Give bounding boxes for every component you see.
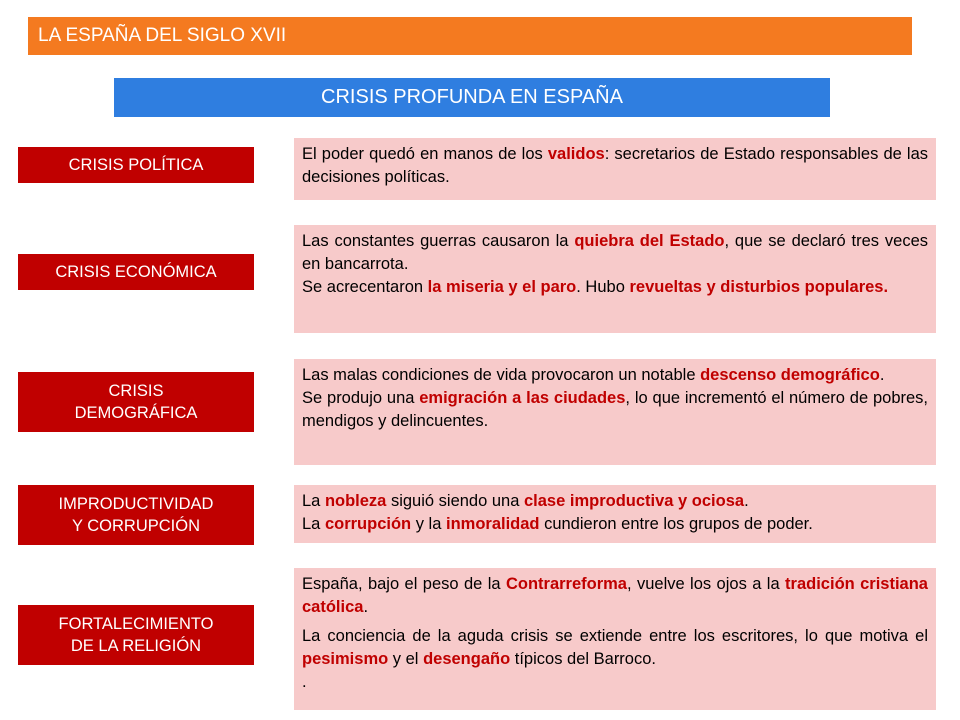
- label-text: CRISIS: [108, 382, 164, 400]
- desc-paragraph: [302, 625, 928, 671]
- text-segment: .: [879, 366, 885, 384]
- highlight-segment: la miseria y el paro: [427, 278, 577, 296]
- highlight-segment: quiebra del Estado: [574, 232, 725, 250]
- text-segment: y el: [388, 650, 424, 668]
- desc-paragraph: [302, 671, 928, 694]
- label-crisis-demografica: [18, 372, 254, 432]
- text-segment: , que se declaró tres veces en bancarrota.: [302, 232, 928, 273]
- text-segment: , lo que incrementó el número de pobres, mendigos y delincuentes.: [302, 389, 928, 430]
- text-segment: : secretarios de Estado responsables de las decisiones políticas.: [302, 145, 928, 186]
- highlight-segment: validos: [547, 145, 605, 163]
- label-crisis-economica: [18, 254, 254, 290]
- label-text: CRISIS ECONÓMICA: [55, 263, 217, 281]
- desc-crisis-demografica: [294, 359, 936, 465]
- desc-paragraph: [302, 573, 928, 619]
- label-text: DEMOGRÁFICA: [74, 404, 198, 422]
- text-segment: .: [302, 673, 307, 691]
- text-segment: Se acrecentaron: [302, 278, 428, 296]
- desc-paragraph: [302, 143, 928, 189]
- text-segment: La: [302, 515, 325, 533]
- highlight-segment: tradición cristiana católica: [302, 575, 928, 616]
- desc-paragraph: [302, 364, 928, 387]
- text-segment: Las constantes guerras causaron la: [302, 232, 575, 250]
- desc-fortalecimiento: [294, 568, 936, 710]
- text-segment: y la: [411, 515, 446, 533]
- label-improductividad: [18, 485, 254, 545]
- text-segment: . Hubo: [576, 278, 630, 296]
- highlight-segment: nobleza: [324, 492, 387, 510]
- text-segment: .: [744, 492, 749, 510]
- text-segment: La: [302, 492, 325, 510]
- label-crisis-politica: [18, 147, 254, 183]
- text-segment: España, bajo el peso de la: [302, 575, 506, 593]
- text-segment: Las malas condiciones de vida provocaron un notable: [302, 366, 701, 384]
- label-text: DE LA RELIGIÓN: [70, 637, 202, 655]
- section-title: CRISIS PROFUNDA EN ESPAÑA: [114, 78, 830, 117]
- text-segment: .: [363, 598, 369, 616]
- highlight-segment: corrupción: [324, 515, 412, 533]
- label-text: IMPRODUCTIVIDAD: [58, 495, 214, 513]
- label-fortalecimiento: [18, 605, 254, 665]
- desc-paragraph: [302, 276, 928, 299]
- label-text: Y CORRUPCIÓN: [71, 517, 201, 535]
- text-segment: , vuelve los ojos a la: [626, 575, 786, 593]
- highlight-segment: pesimismo: [302, 650, 389, 668]
- highlight-segment: inmoralidad: [445, 515, 540, 533]
- desc-paragraph: [302, 490, 928, 513]
- desc-crisis-politica: [294, 138, 936, 200]
- text-segment: El poder quedó en manos de los: [302, 145, 548, 163]
- page-header-title: LA ESPAÑA DEL SIGLO XVII: [28, 17, 912, 55]
- desc-improductividad: [294, 485, 936, 543]
- highlight-segment: clase improductiva y ociosa: [523, 492, 745, 510]
- desc-crisis-economica: [294, 225, 936, 333]
- highlight-segment: descenso demográfico: [700, 366, 880, 384]
- text-segment: típicos del Barroco.: [510, 650, 656, 668]
- highlight-segment: emigración a las ciudades: [419, 389, 626, 407]
- desc-paragraph: [302, 387, 928, 433]
- text-segment: siguió siendo una: [386, 492, 524, 510]
- desc-paragraph: [302, 513, 928, 536]
- highlight-segment: desengaño: [423, 650, 511, 668]
- desc-paragraph: [302, 230, 928, 276]
- label-text: CRISIS POLÍTICA: [68, 156, 204, 174]
- text-segment: cundieron entre los grupos de poder.: [539, 515, 813, 533]
- text-segment: Se produjo una: [302, 389, 420, 407]
- highlight-segment: Contrarreforma: [505, 575, 627, 593]
- highlight-segment: revueltas y disturbios populares.: [629, 278, 889, 296]
- label-text: FORTALECIMIENTO: [58, 615, 214, 633]
- text-segment: La conciencia de la aguda crisis se extiende entre los escritores, lo que motiva el: [302, 627, 928, 645]
